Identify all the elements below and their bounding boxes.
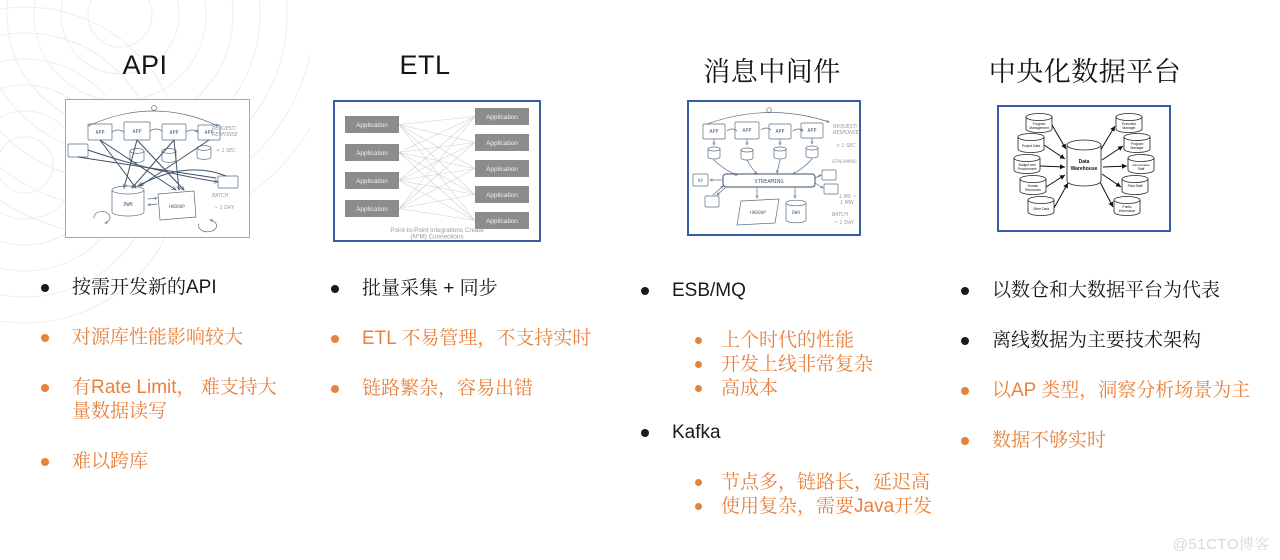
mq-annotation-request: REQUEST/: [833, 125, 858, 130]
list-item: [328, 327, 630, 351]
data-warehouse-diagram: [997, 105, 1171, 232]
bullet-text: 高成本: [721, 378, 779, 399]
bullet-dot: [41, 384, 49, 392]
dwh-center-label-line2: Warehouse: [1070, 166, 1098, 172]
list-item: [958, 429, 1280, 453]
list-item: [695, 329, 970, 352]
list-item: [38, 450, 280, 474]
watermark: @51CTO博客: [1172, 536, 1270, 553]
api-app-box-label: APP: [169, 130, 179, 136]
mq-dwh-label: DWH: [792, 211, 800, 216]
etl-application-box-label: Application: [486, 192, 518, 199]
mq-annotation-response: RESPONSE: [833, 131, 859, 136]
bullet-text: 开发上线非常复杂: [721, 354, 874, 375]
api-annotation-sec: < 1 SEC: [216, 149, 236, 154]
dwh-consumer-label: Staff: [1137, 167, 1145, 171]
api-annotation-request: REQUEST/: [212, 127, 237, 132]
mq-app-box-label: APP: [709, 129, 719, 135]
bullet-text: 有Rate Limit， 难支持大量数据读写: [72, 377, 277, 422]
bullet-text: 节点多，链路长，延迟高: [721, 472, 931, 493]
bullet-text: 数据不够实时: [992, 430, 1107, 451]
api-dwh-label: DWH: [123, 202, 133, 208]
dwh-center-label-line1: Data: [1078, 159, 1090, 165]
bullet-text: 批量采集 + 同步: [362, 278, 498, 299]
bullet-dot: [41, 334, 49, 342]
bullet-dot: [961, 287, 969, 295]
list-item: [695, 377, 970, 400]
dwh-consumer-label: Manager: [1122, 126, 1136, 130]
etl-caption-line2: (N*M) Connections: [410, 233, 464, 240]
bullet-dot: [41, 284, 49, 292]
list-item: [38, 376, 280, 424]
dwh-consumer-label: Manager: [1130, 146, 1144, 150]
etl-bullet-list: [328, 277, 630, 427]
etl-application-box-label: Application: [356, 206, 388, 213]
etl-application-box-label: Application: [486, 218, 518, 225]
bullet-dot: [641, 287, 649, 295]
bullet-text: Kafka: [672, 422, 721, 443]
list-item: [38, 326, 280, 350]
dwh-source-label: Procurement: [1017, 167, 1037, 171]
etl-application-box-label: Application: [356, 150, 388, 157]
api-bullet-list: [38, 276, 280, 500]
mq-annotation-streaming: STREAMING: [832, 159, 857, 164]
etl-point-to-point-diagram: [333, 100, 541, 242]
column-title-central-platform: 中央化数据平台: [988, 57, 1182, 87]
dwh-consumer-label: Field Staff: [1127, 184, 1143, 188]
mq-kv-box-label: KV: [698, 178, 703, 183]
mq-hadoop-label: HADOOP: [750, 211, 766, 216]
column-title-etl: ETL: [399, 50, 451, 80]
mq-annotation-batch: BATCH: [832, 213, 849, 218]
bullet-dot: [695, 337, 702, 344]
middleware-bullet-list: [638, 279, 970, 519]
dwh-source-label: Management: [1029, 126, 1049, 130]
list-item: [695, 471, 970, 494]
bullet-text: ESB/MQ: [672, 280, 746, 301]
bullet-text: 链路繁杂，容易出错: [362, 378, 534, 399]
bullet-text: 上个时代的性能: [721, 330, 855, 351]
bullet-text: 离线数据为主要技术架构: [992, 330, 1202, 351]
list-item: [958, 379, 1280, 403]
column-title-api: API: [122, 50, 168, 80]
list-item: [328, 277, 630, 301]
api-app-box-label: APP: [204, 130, 214, 136]
bullet-text: 难以跨库: [72, 451, 149, 472]
list-item: [958, 279, 1280, 303]
list-item: [695, 353, 970, 376]
api-app-box-label: APP: [132, 129, 142, 135]
bullet-dot: [695, 479, 702, 486]
bullet-dot: [641, 429, 649, 437]
etl-application-box-label: Application: [486, 140, 518, 147]
api-sketch-diagram: [65, 99, 250, 238]
list-item: [328, 377, 630, 401]
bullet-dot: [961, 337, 969, 345]
dwh-source-label: Human: [1027, 184, 1039, 188]
mq-app-box-label: APP: [807, 128, 817, 134]
dwh-source-label: Other Data: [1032, 207, 1050, 211]
etl-application-box-label: Application: [356, 178, 388, 185]
list-item: [38, 276, 280, 300]
bullet-dot: [695, 361, 702, 368]
mq-app-box-label: APP: [742, 128, 752, 134]
api-annotation-response: RESPONSE: [212, 133, 238, 138]
dwh-source-label: Project Data: [1021, 144, 1041, 148]
etl-application-box-label: Application: [356, 122, 388, 129]
dwh-source-label: Budget and: [1018, 163, 1036, 167]
dwh-consumer-label: Information: [1118, 209, 1136, 213]
middleware-sketch-diagram: [687, 100, 861, 236]
mq-app-box-label: APP: [775, 129, 785, 135]
api-annotation-day: ~ 1 DAY: [214, 206, 235, 211]
bullet-dot: [331, 285, 339, 293]
bullet-text: 使用复杂，需要Java开发: [721, 496, 933, 517]
bullet-dot: [695, 503, 702, 510]
bullet-dot: [961, 437, 969, 445]
dwh-consumer-label: Public: [1122, 205, 1132, 209]
mq-streaming-bar-label: STREAMING: [754, 179, 784, 185]
etl-application-box-label: Application: [486, 166, 518, 173]
dwh-source-label: Resources: [1025, 188, 1041, 192]
column-title-middleware: 消息中间件: [703, 57, 841, 87]
bullet-text: 以数仓和大数据平台为代表: [992, 280, 1221, 301]
api-annotation-batch: BATCH: [212, 194, 229, 199]
list-item: [638, 421, 970, 445]
dwh-source-label: Program: [1032, 122, 1046, 126]
central-platform-bullet-list: [958, 279, 1280, 479]
bullet-dot: [331, 335, 339, 343]
list-item: [958, 329, 1280, 353]
mq-annotation-sec: < 1 SEC: [836, 144, 856, 149]
bullet-dot: [331, 385, 339, 393]
list-item: [638, 279, 970, 303]
api-hadoop-label: HADOOP: [169, 205, 185, 210]
bullet-text: 以AP 类型，洞察分析场景为主: [992, 380, 1251, 401]
mq-annotation-day: ~ 1 DAY: [834, 221, 855, 226]
bullet-dot: [41, 458, 49, 466]
dwh-consumer-label: Executive: [1121, 122, 1137, 126]
bullet-dot: [961, 387, 969, 395]
bullet-text: 按需开发新的API: [72, 277, 217, 298]
etl-caption-line1: Point-to-Point Integrations Create: [390, 227, 484, 234]
bullet-dot: [695, 385, 702, 392]
dwh-consumer-label: Administrative: [1132, 163, 1150, 167]
bullet-text: ETL 不易管理，不支持实时: [362, 328, 592, 349]
api-app-box-label: APP: [95, 130, 105, 136]
mq-annotation-min: 1 MIN: [840, 201, 854, 206]
bullet-text: 对源库性能影响较大: [72, 327, 244, 348]
list-item: [695, 495, 970, 518]
dwh-consumer-label: Program: [1130, 142, 1144, 146]
mq-annotation-ms: 1 MS ~: [839, 195, 857, 200]
etl-application-box-label: Application: [486, 114, 518, 121]
